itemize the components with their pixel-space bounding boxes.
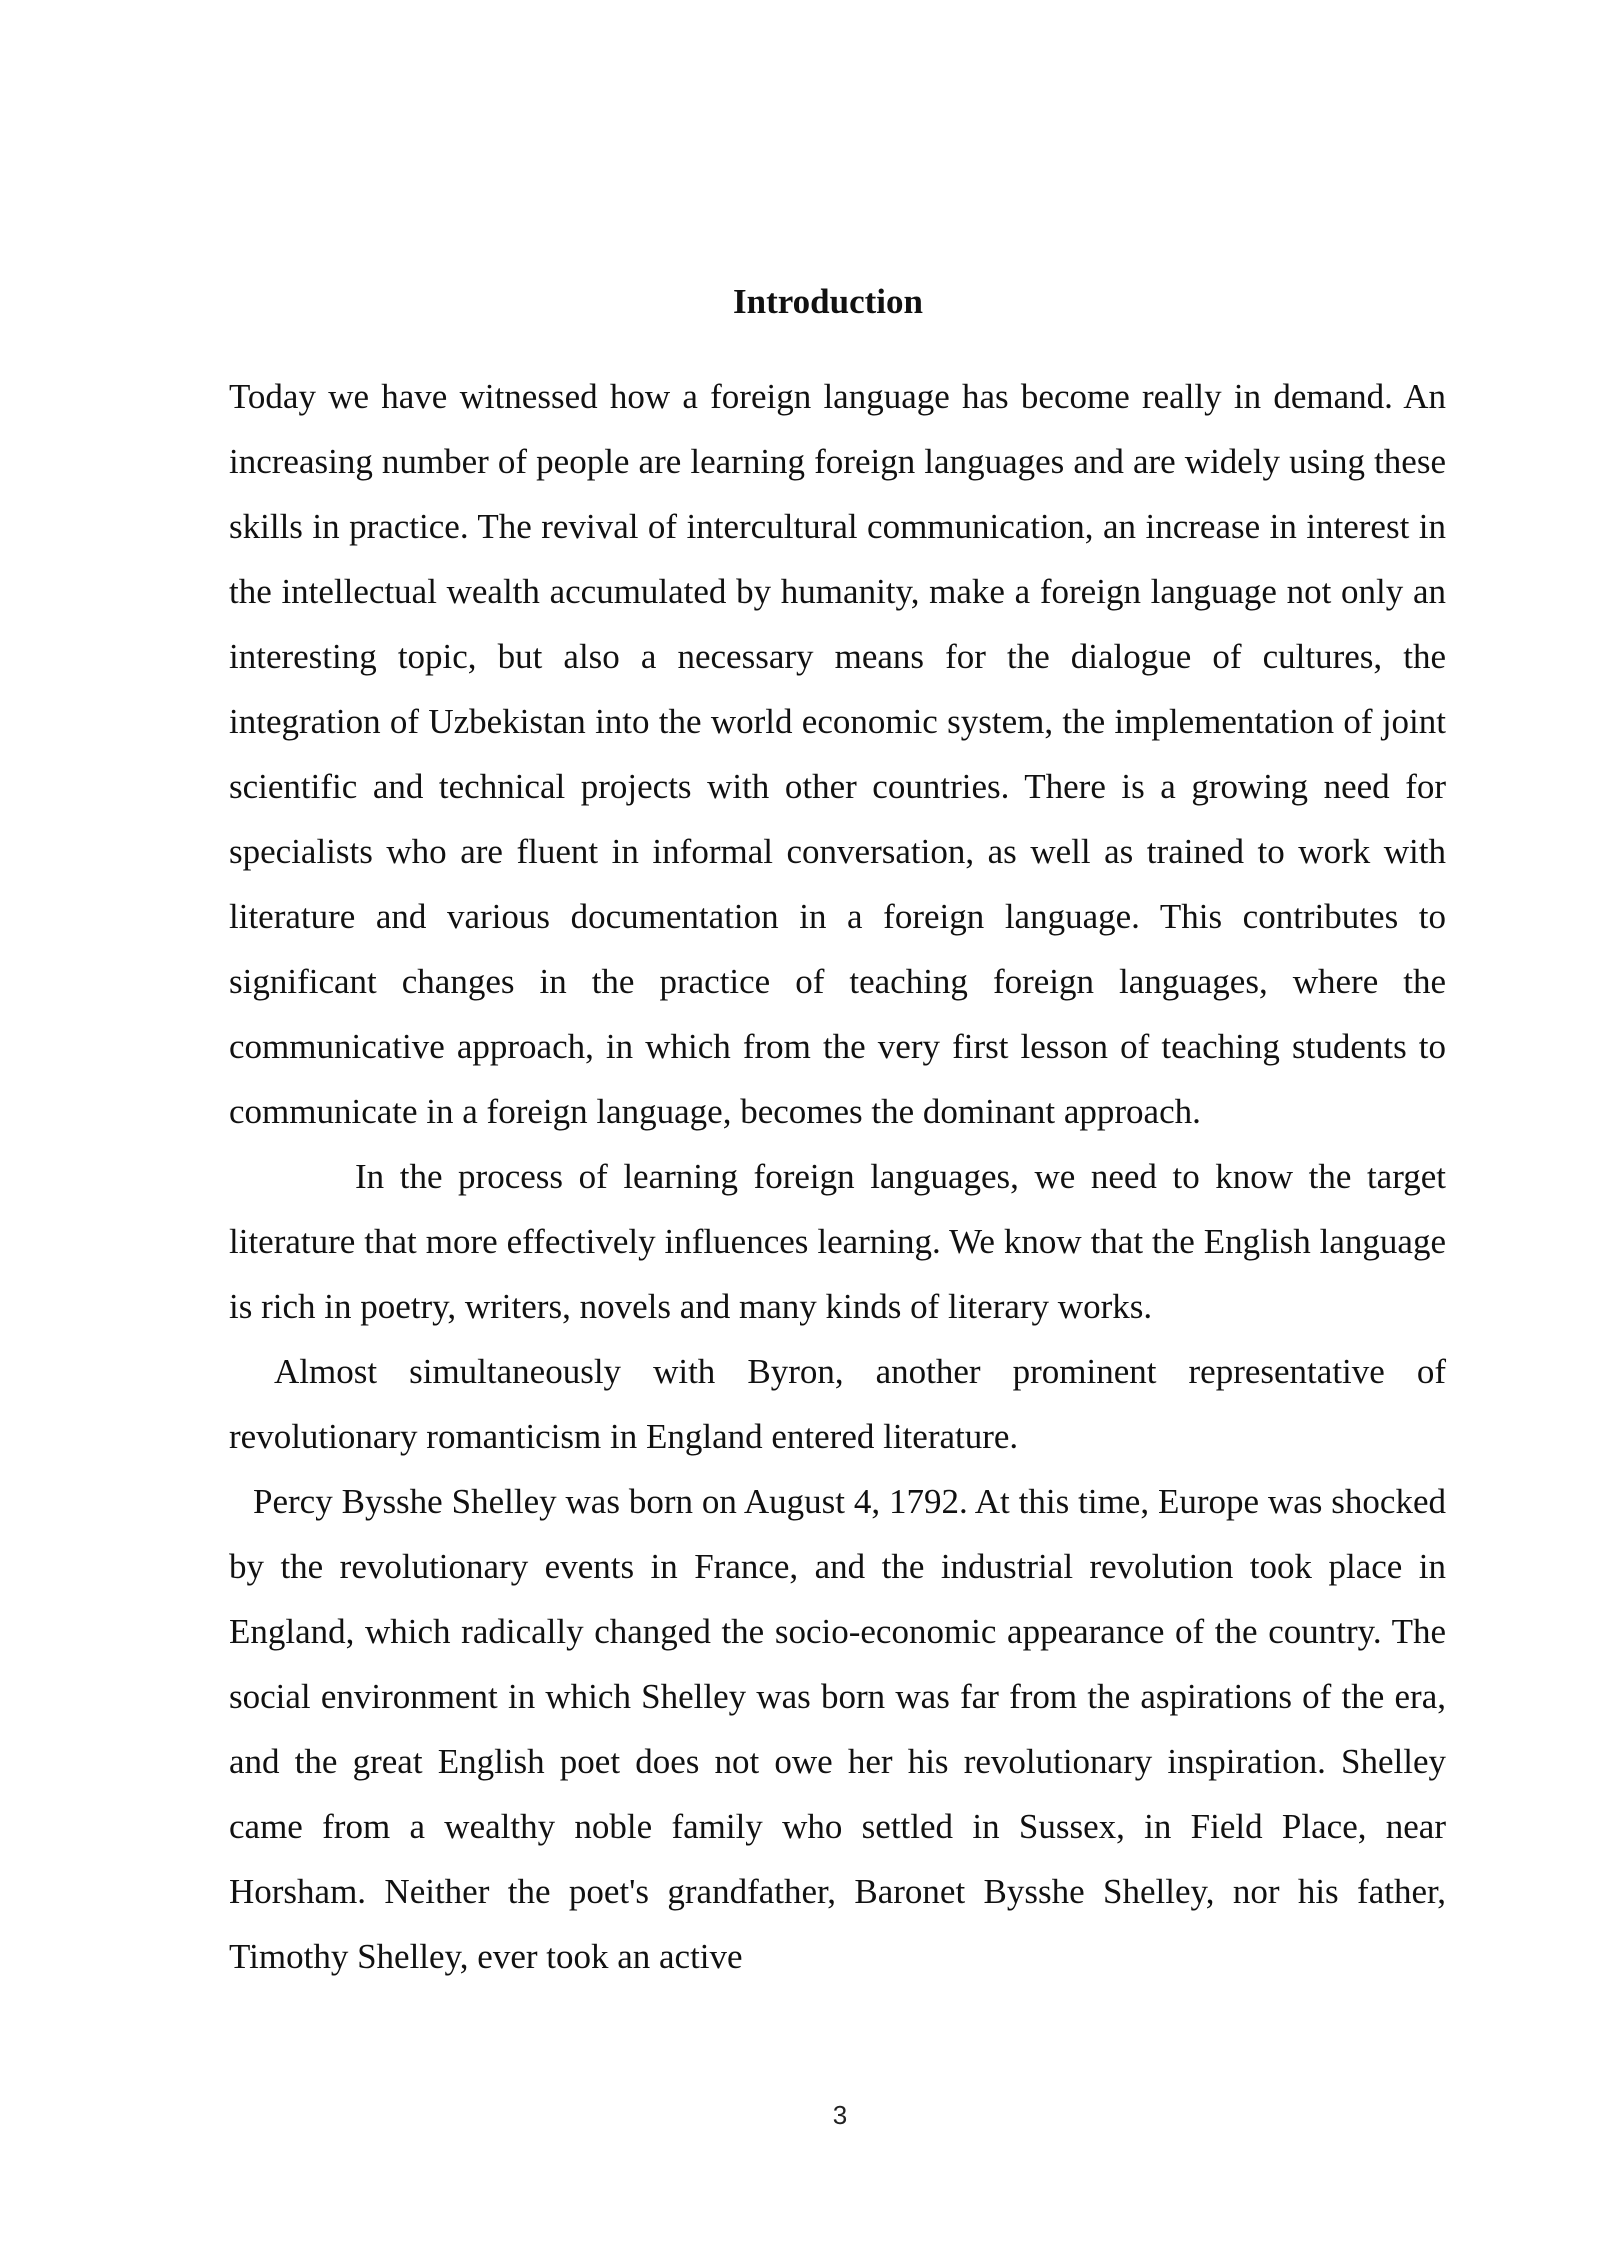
paragraph-intro: Today we have witnessed how a foreign language has become really in demand. An increasing number of people are learning foreign languages and are widely using these skills in practice. The revival of intercultural communication, an increase in interest in the intellectual wealth accumulated by humanity, make a foreign language not only an interesting topic, but also a necessary means for the dialogue of cultures, the integration of Uzbekistan into the world economic system, the implementation of joint scientific and technical projects with other countries. There is a growing need for specialists who are fluent in informal conversation, as well as trained to work with literature and various documentation in a foreign language. This contributes to significant changes in the practice of teaching foreign languages, where the communicative approach, in which from the very first lesson of teaching students to communicate in a foreign language, becomes the dominant approach. — [229, 377, 1446, 1131]
page-number: 3 — [832, 2100, 848, 2130]
body-text — [229, 364, 1446, 1989]
paragraph-byron: Almost simultaneously with Byron, another prominent representative of revolutionary romanticism in England entered literature. — [229, 1352, 1446, 1456]
page-title: Introduction — [733, 282, 923, 321]
paragraph-shelley: Percy Bysshe Shelley was born on August 4, 1792. At this time, Europe was shocked by the revolutionary events in France, and the industrial revolution took place in England, which radically changed the socio-economic appearance of the country. The social environment in which Shelley was born was far from the aspirations of the era, and the great English poet does not owe her his revolutionary inspiration. Shelley came from a wealthy noble family who settled in Sussex, in Field Place, near Horsham. Neither the poet's grandfather, Baronet Bysshe Shelley, nor his father, Timothy Shelley, ever took an active — [229, 1482, 1446, 1976]
paragraph-learning: In the process of learning foreign languages, we need to know the target literature that more effectively influences learning. We know that the English language is rich in poetry, writers, novels and many kinds of literary works. — [229, 1157, 1446, 1326]
